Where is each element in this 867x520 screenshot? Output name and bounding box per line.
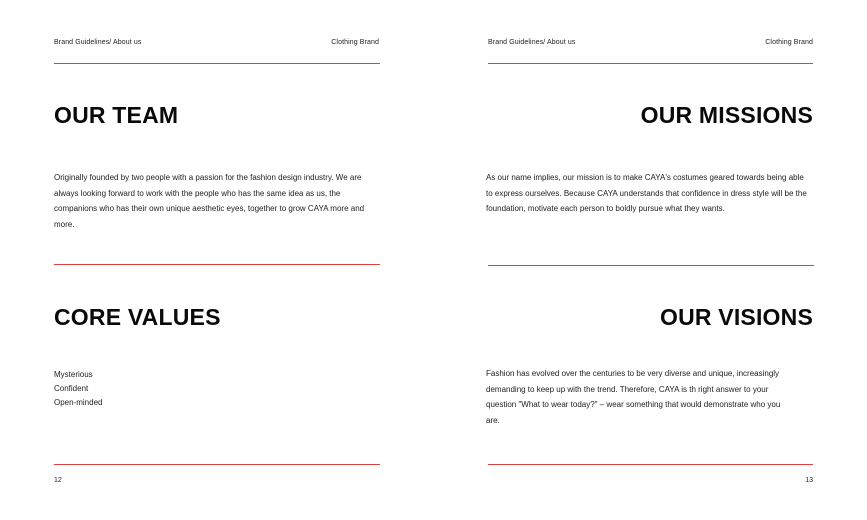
visions-text: Fashion has evolved over the centuries to be very diverse and unique, increasingly demanding to keep up with the trend. Therefore, CAYA is th right answer to your question "What to wear today?" – wear something that would demonstrate who you are. (486, 369, 781, 425)
core-values-title: CORE VALUES (54, 304, 221, 330)
footer-divider (488, 464, 813, 465)
core-value-item: Open-minded (54, 398, 103, 407)
header-brand: Clothing Brand (765, 39, 813, 46)
missions-title: OUR MISSIONS (640, 102, 813, 128)
header-brand: Clothing Brand (331, 39, 379, 46)
header-divider (54, 63, 380, 64)
missions-text: As our name implies, our mission is to make CAYA's costumes geared towards being able to express ourselves. Because CAYA understands that confidence in dress style will be the foundation, motivate each person to boldly pursue what they wants. (486, 173, 807, 213)
page-number: 12 (54, 477, 62, 484)
section-divider (488, 265, 814, 266)
right-page (434, 0, 867, 520)
core-value-item: Confident (54, 384, 89, 393)
page-number: 13 (805, 477, 813, 484)
header-breadcrumb: Brand Guidelines/ About us (488, 39, 576, 46)
header-divider (488, 63, 813, 64)
team-title: OUR TEAM (54, 102, 179, 128)
visions-title: OUR VISIONS (659, 304, 813, 330)
core-values-list (54, 368, 102, 410)
team-text: Originally founded by two people with a passion for the fashion design industry. We are always looking forward to work with the people who has the same idea as us, the companions who has their own unique aesthetic eyes, together to grow CAYA more and more. (54, 173, 365, 229)
left-page (0, 0, 433, 520)
footer-divider (54, 464, 380, 465)
header-breadcrumb: Brand Guidelines/ About us (54, 39, 142, 46)
core-value-item: Mysterious (54, 370, 93, 379)
section-divider (54, 264, 380, 265)
